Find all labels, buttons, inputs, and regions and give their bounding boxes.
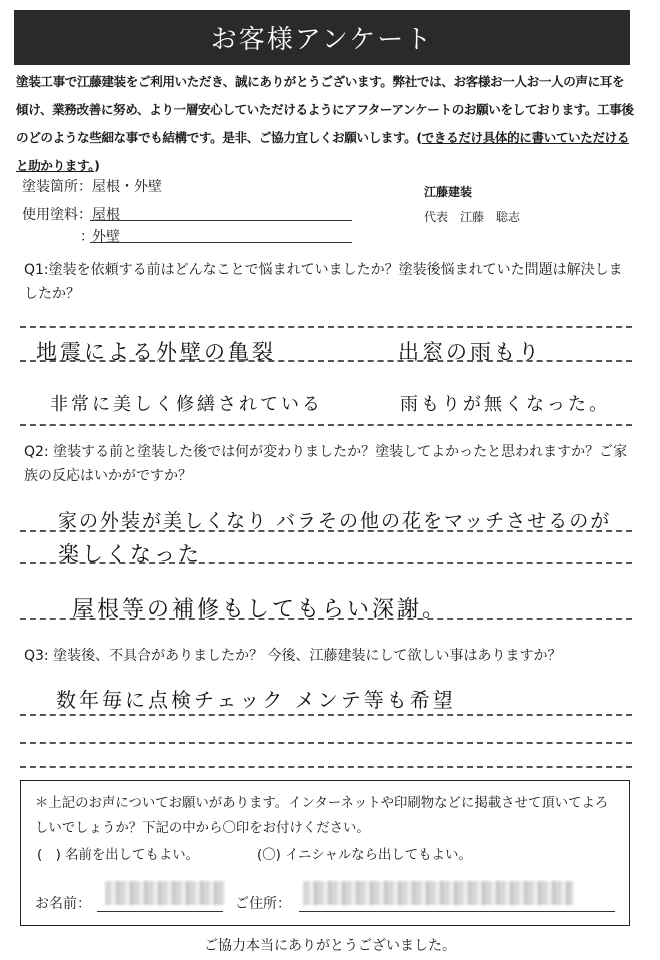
redacted-name: [105, 881, 225, 905]
q3-line-3: [20, 766, 632, 768]
q1-answer-2b: 雨もりが無くなった。: [400, 394, 610, 415]
company-name: 江藤建装: [424, 185, 473, 199]
intro-text: 塗装工事で江藤建装をご利用いただき、誠にありがとうございます。弊社では、お客様お一人お一人の声に耳を傾け、業務改善に努め、より一層安心していただけるようにアフターアンケートのお願いをしております。工事後のどのような些細な事でも結構です。是非、ご協力宜しくお願いします。(: [16, 74, 634, 145]
material-label: 使用塗料：: [22, 207, 92, 223]
q3-question: Q3: 塗装後、不具合がありましたか？ 今後、江藤建装にして欲しい事はありますか？: [24, 648, 562, 664]
redacted-address: [303, 881, 573, 905]
q1-question: Q1:塗装を依頼する前はどんなことで悩まれていましたか？塗装後悩まれていた問題は解決しましたか？: [24, 262, 623, 302]
material-wall-line: [90, 242, 352, 243]
consent-option-initials[interactable]: (〇) イニシャルなら出してもよい。: [257, 848, 472, 863]
intro-underlined-request: できるだけ具体的に書いていただけると助かります。: [16, 130, 630, 173]
q2-line-2: [20, 562, 632, 564]
q2-answer-2: 楽しくなった: [58, 542, 202, 566]
name-label: お名前：: [35, 896, 91, 912]
consent-notice: ＊上記のお声についてお願いがあります。インターネットや印刷物などに掲載させて頂いてよろしいでしょうか？下記の中から〇印をお付けください。: [35, 796, 609, 836]
q1-line-1: [20, 326, 632, 328]
q1-answer-2a: 非常に美しく修繕されている: [50, 394, 323, 415]
material-wall: 外壁: [92, 229, 120, 245]
consent-option-full-name[interactable]: ( ) 名前を出してもよい。: [37, 848, 200, 863]
q1-answer-1a: 地震による外壁の亀裂: [36, 340, 276, 364]
rep-title: 代表: [424, 210, 449, 224]
material-roof-line: [90, 220, 352, 221]
q2-answer-3: 屋根等の補修もしてもらい深謝。: [72, 597, 448, 622]
location-label: 塗装箇所：: [22, 179, 92, 195]
footer-thanks: ご協力本当にありがとうございました。: [204, 938, 456, 954]
location-value: 屋根・外壁: [92, 179, 162, 195]
address-line: [299, 911, 615, 912]
publication-consent-box: [20, 780, 630, 926]
name-line: [97, 911, 223, 912]
q2-answer-1: 家の外装が美しくなり バラその他の花をマッチさせるのが: [58, 510, 612, 532]
intro-close: ): [94, 158, 100, 173]
q1-line-2: [20, 360, 632, 362]
survey-title: お客様アンケート: [14, 10, 630, 65]
q3-answer-1: 数年毎に点検チェック メンテ等も希望: [56, 688, 456, 712]
q1-line-3: [20, 424, 632, 426]
material-roof: 屋根: [92, 207, 120, 223]
q1-answer-1b: 出窓の雨もり: [398, 340, 542, 364]
intro-paragraph: [16, 68, 636, 180]
q3-line-2: [20, 742, 632, 744]
q3-line-1: [20, 714, 632, 716]
address-label: ご住所：: [235, 896, 291, 912]
material-wall-prefix: ：: [80, 229, 94, 245]
rep-name: 江藤 聡志: [460, 210, 521, 224]
q2-line-1: [20, 530, 632, 532]
q2-question: Q2: 塗装する前と塗装した後では何が変わりましたか？塗装してよかったと思われますか？ご家族の反応はいかがですか？: [24, 444, 628, 484]
q2-line-3: [20, 618, 632, 620]
